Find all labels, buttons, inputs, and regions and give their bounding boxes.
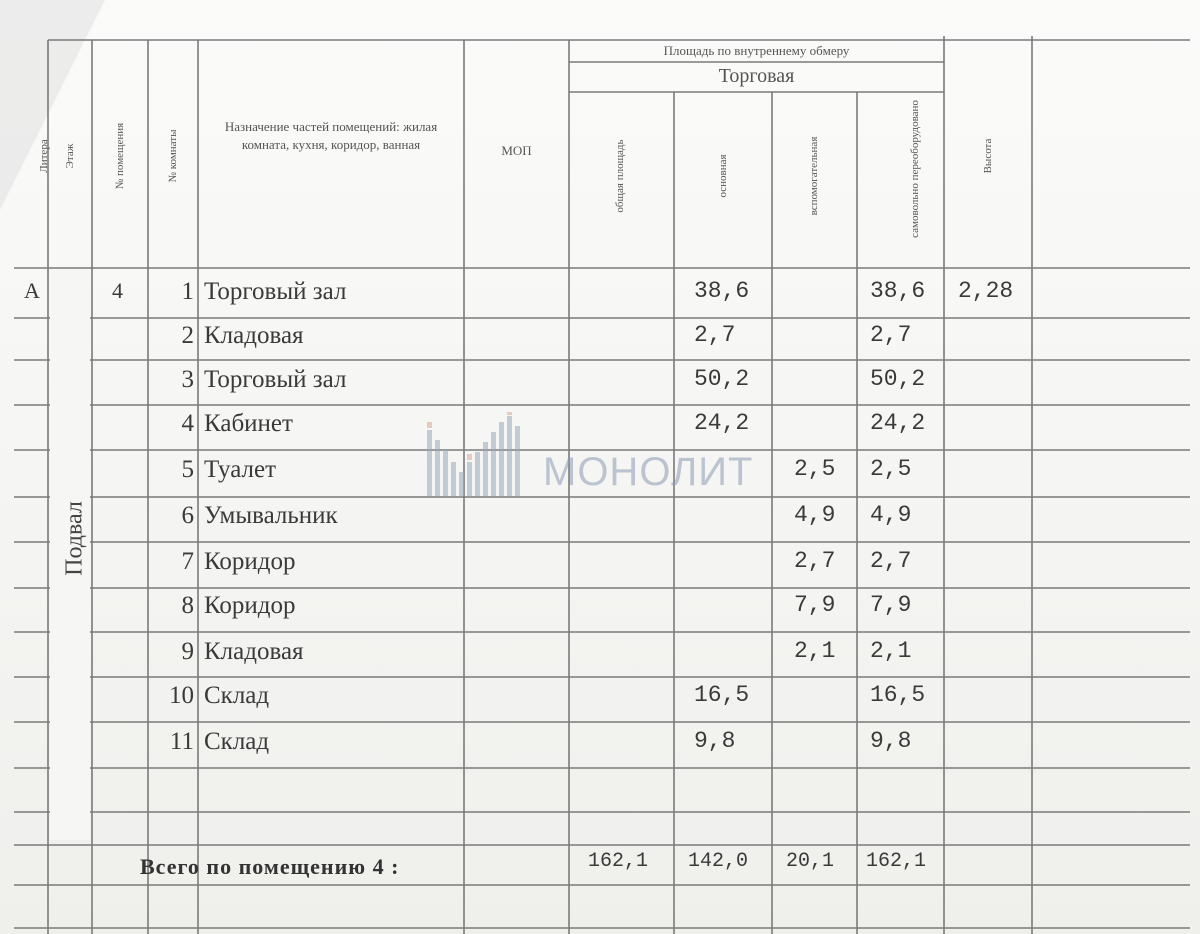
- header-area-group: Площадь по внутреннему обмеру: [663, 43, 850, 58]
- row-part-number: 5: [181, 456, 194, 483]
- total-area-value: 162,1: [588, 850, 649, 873]
- row-part-number: 2: [181, 322, 194, 349]
- row-main-area: 38,6: [694, 278, 750, 304]
- row-self-area: 50,2: [870, 366, 926, 392]
- row-height: 2,28: [958, 278, 1014, 304]
- row-self-area: 38,6: [870, 278, 926, 304]
- row-part-number: 3: [181, 366, 194, 393]
- row-self-area: 2,7: [870, 548, 912, 574]
- row-room-name: Коридор: [204, 548, 296, 575]
- watermark-text: МОНОЛИТ: [543, 450, 754, 494]
- row-main-area: 9,8: [694, 728, 736, 754]
- row-aux-area: 2,1: [794, 638, 836, 664]
- watermark-bars-icon: [425, 412, 545, 502]
- row-aux-area: 4,9: [794, 502, 836, 528]
- total-aux-value: 20,1: [786, 850, 835, 873]
- header-aux: вспомогательная: [808, 136, 820, 216]
- row-part-number: 4: [181, 410, 194, 437]
- row-aux-area: 2,5: [794, 456, 836, 482]
- row-part-number: 11: [169, 728, 194, 755]
- row-room-name: Коридор: [204, 592, 296, 619]
- row-self-area: 9,8: [870, 728, 912, 754]
- row-room-name: Склад: [204, 728, 270, 755]
- header-mop: МОП: [501, 143, 532, 158]
- row-room-name: Кабинет: [204, 410, 293, 437]
- total-label: Всего по помещению 4 :: [140, 854, 400, 879]
- row-room-name: Умывальник: [204, 502, 338, 529]
- total-main-value: 142,0: [688, 850, 749, 873]
- row-main-area: 2,7: [694, 322, 736, 348]
- row-self-area: 2,7: [870, 322, 912, 348]
- row-room-name: Кладовая: [204, 322, 304, 349]
- row-part-number: 7: [181, 548, 194, 575]
- row-part-number: 9: [181, 638, 194, 665]
- row-self-area: 2,5: [870, 456, 912, 482]
- row-self-area: 16,5: [870, 682, 926, 708]
- header-room-no: № помещения: [114, 122, 126, 190]
- header-height: Высота: [982, 138, 994, 174]
- header-litera: Литера: [38, 139, 50, 173]
- row-aux-area: 7,9: [794, 592, 836, 618]
- row-self-area: 7,9: [870, 592, 912, 618]
- row-room-name: Кладовая: [204, 638, 304, 665]
- row-part-number: 1: [181, 278, 194, 305]
- header-trade-group: Торговая: [718, 65, 795, 87]
- row-room-name: Склад: [204, 682, 270, 709]
- floor-label: Подвал: [61, 501, 88, 576]
- header-self: самовольно переоборудовано: [909, 100, 921, 238]
- header-part-no: № комнаты: [167, 129, 179, 183]
- row-part-number: 10: [169, 682, 194, 709]
- row-part-number: 8: [181, 592, 194, 619]
- total-self-value: 162,1: [866, 850, 927, 873]
- row-room-name: Торговый зал: [204, 366, 347, 393]
- header-total-area: общая площадь: [614, 139, 626, 213]
- row-main-area: 24,2: [694, 410, 750, 436]
- row-room-name: Торговый зал: [204, 278, 347, 305]
- header-main: основная: [717, 154, 729, 198]
- header-floor: Этаж: [64, 143, 76, 169]
- row-self-area: 24,2: [870, 410, 926, 436]
- row-litera: А: [24, 278, 40, 303]
- row-main-area: 50,2: [694, 366, 750, 392]
- row-aux-area: 2,7: [794, 548, 836, 574]
- watermark-logo: [425, 412, 785, 502]
- row-self-area: 2,1: [870, 638, 912, 664]
- header-purpose: Назначение частей помещений: жилая комната, кухня, коридор, ванная: [224, 119, 438, 152]
- row-room-number: 4: [112, 278, 123, 303]
- row-room-name: Туалет: [204, 456, 277, 483]
- row-self-area: 4,9: [870, 502, 912, 528]
- row-main-area: 16,5: [694, 682, 750, 708]
- row-part-number: 6: [181, 502, 194, 529]
